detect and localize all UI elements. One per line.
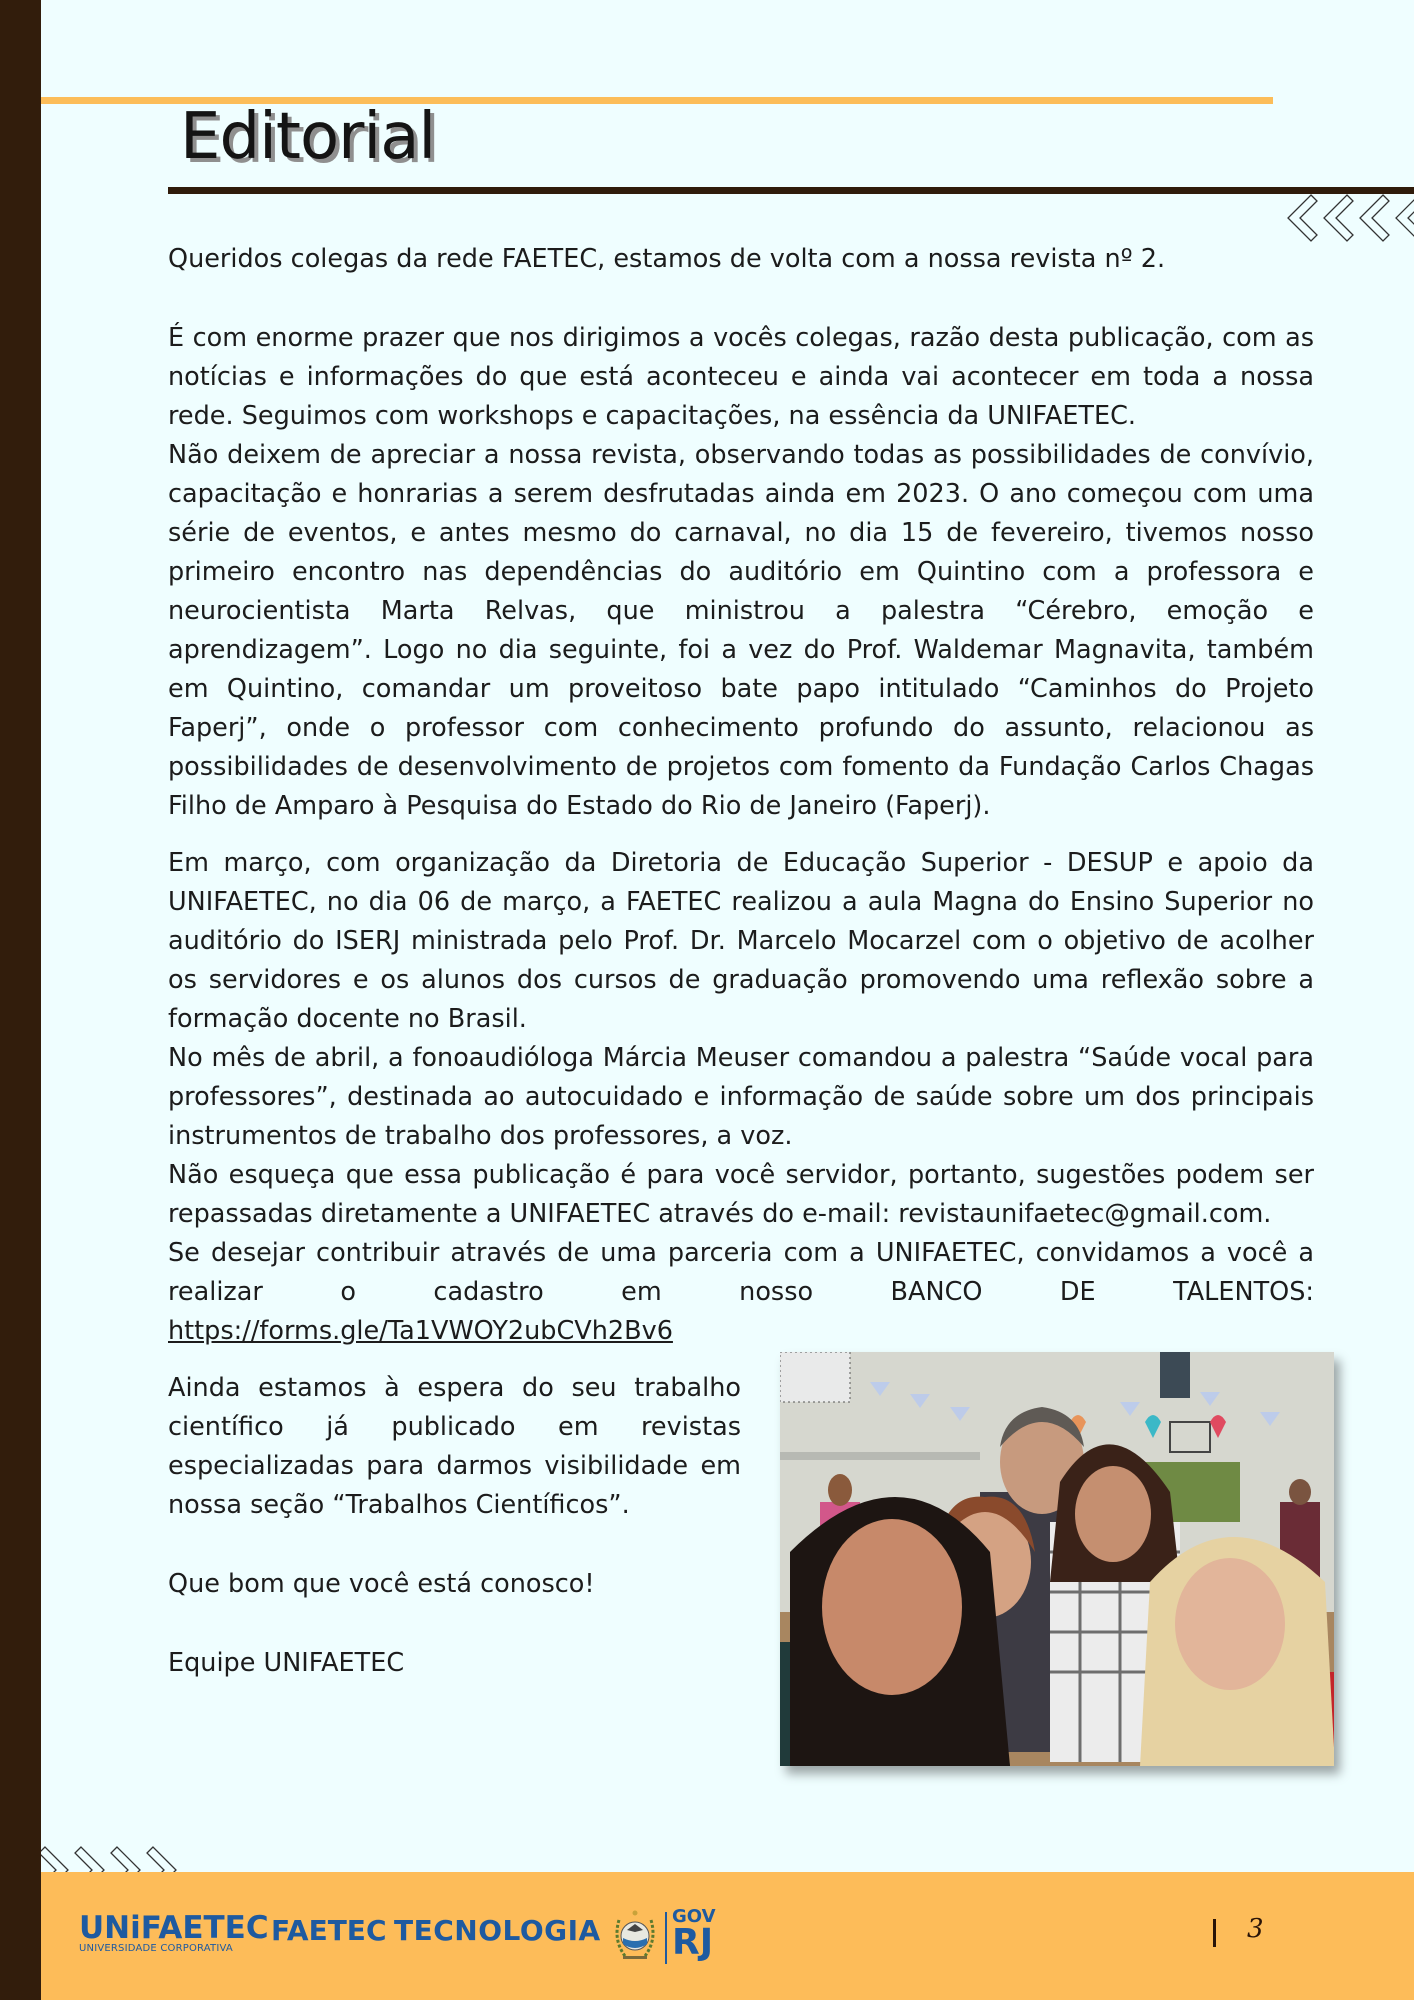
gov-logo-bottom: RJ	[672, 1922, 714, 1963]
gov-logo-top: GOV	[672, 1906, 716, 1927]
unifaetec-logo-text: UNiFAETEC	[79, 1910, 269, 1946]
chevrons-left-icon	[1285, 193, 1414, 245]
faetec-logo: FAETEC	[271, 1914, 387, 1947]
article-block-2	[168, 844, 1314, 1351]
tecnologia-logo: TECNOLOGIA	[394, 1914, 601, 1947]
closing-column	[168, 1369, 741, 1683]
page-title: Editorial	[180, 100, 436, 174]
paragraph-scientific-call: Ainda estamos à espera do seu trabalho científico já publicado em revistas especializadas para darmos visibilidade em nossa seção “Trabalhos Científicos”.	[168, 1373, 741, 1520]
unifaetec-logo-subtitle: UNIVERSIDADE CORPORATIVA	[79, 1943, 233, 1954]
closing-line: Que bom que você está conosco!	[168, 1569, 595, 1599]
state-crest-icon	[611, 1908, 659, 1964]
page-number: 3	[1247, 1914, 1264, 1944]
article-block-1	[168, 319, 1314, 826]
gov-logo-divider	[665, 1912, 667, 1964]
gov-rj-logo	[672, 1908, 716, 1961]
paragraph-talent-bank: Se desejar contribuir através de uma parceria com a UNIFAETEC, convidamos a você a realizar o cadastro em nosso BANCO DE TALENTOS:	[168, 1238, 1314, 1307]
paragraph-events: Não deixem de apreciar a nossa revista, observando todas as possibilidades de convívio, capacitação e honrarias a serem desfrutadas ainda em 2023. O ano começou com uma série de eventos, e antes mesmo do carnaval, no dia 15 de fevereiro, tivemos nosso primeiro encontro nas dependências do auditório em Quintino com a professora e neurocientista Marta Relvas, que ministrou a palestra “Cérebro, emoção e aprendizagem”. Logo no dia seguinte, foi a vez do Prof. Waldemar Magnavita, também em Quintino, comandar um proveitoso bate papo intitulado “Caminhos do Projeto Faperj”, onde o professor com conhecimento profundo do assunto, relacionou as possibilidades de desenvolvimento de projetos com fomento da Fundação Carlos Chagas Filho de Amparo à Pesquisa do Estado do Rio de Janeiro (Faperj).	[168, 440, 1314, 821]
footer-band	[41, 1872, 1414, 2000]
left-side-bar	[0, 0, 41, 2000]
intro-paragraph: Queridos colegas da rede FAETEC, estamos de volta com a nossa revista nº 2.	[168, 244, 1166, 274]
unifaetec-logo	[79, 1910, 269, 1954]
signature: Equipe UNIFAETEC	[168, 1648, 405, 1678]
paragraph-greeting: É com enorme prazer que nos dirigimos a vocês colegas, razão desta publicação, com as notícias e informações do que está aconteceu e ainda vai acontecer em toda a nossa rede. Seguimos com workshops e capacitações, na essência da UNIFAETEC.	[168, 323, 1314, 431]
talent-bank-link[interactable]: https://forms.gle/Ta1VWOY2ubCVh2Bv6	[168, 1316, 673, 1346]
paragraph-april: No mês de abril, a fonoaudióloga Márcia Meuser comandou a palestra “Saúde vocal para professores”, destinada ao autocuidado e informação de saúde sobre um dos principais instrumentos de trabalho dos professores, a voz.	[168, 1043, 1314, 1151]
paragraph-suggestions: Não esqueça que essa publicação é para você servidor, portanto, sugestões podem ser repassadas diretamente a UNIFAETEC através do e-mail: revistaunifaetec@gmail.com.	[168, 1160, 1314, 1229]
title-underline-rule	[168, 187, 1414, 194]
group-photo	[780, 1352, 1334, 1766]
paragraph-march: Em março, com organização da Diretoria de Educação Superior - DESUP e apoio da UNIFAETEC, no dia 06 de março, a FAETEC realizou a aula Magna do Ensino Superior no auditório do ISERJ ministrada pelo Prof. Dr. Marcelo Mocarzel com o objetivo de acolher os servidores e os alunos dos cursos de graduação promovendo uma reflexão sobre a formação docente no Brasil.	[168, 848, 1314, 1034]
page-number-divider	[1213, 1919, 1216, 1947]
